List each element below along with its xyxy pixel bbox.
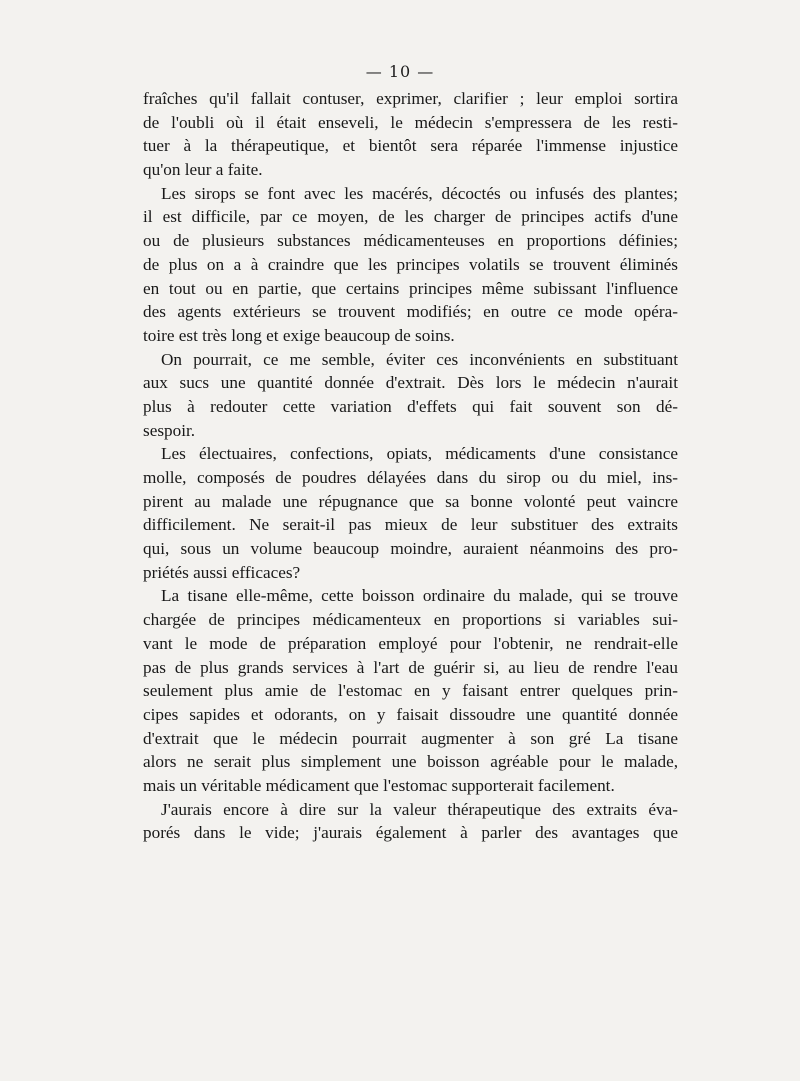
text-line: pas de plus grands services à l'art de guérir si, au lieu de rendre l'eau [143,657,678,677]
text-line: ou de plusieurs substances médicamenteuses en proportions définies; [143,231,678,251]
text-line: difficilement. Ne serait-il pas mieux de leur substituer des extraits [143,515,678,535]
text-line: porés dans le vide; j'aurais également à parler des avantages que [143,823,678,843]
text-line: J'aurais encore à dire sur la valeur thérapeutique des extraits éva- [161,799,678,819]
text-line: La tisane elle-même, cette boisson ordinaire du malade, qui se trouve [161,586,678,606]
text-line: Les électuaires, confections, opiats, médicaments d'une consistance [161,444,678,464]
text-line: il est difficile, par ce moyen, de les charger de principes actifs d'une [143,207,678,227]
page-number: — 10 — [365,62,435,81]
text-line: de l'oubli où il était enseveli, le médecin s'empressera de les resti- [143,112,678,132]
text-line: On pourrait, ce me semble, éviter ces inconvénients en substituant [161,349,678,369]
text-line: de plus on a à craindre que les principes volatils se trouvent éliminés [143,254,678,274]
text-line: Les sirops se font avec les macérés, décoctés ou infusés des plantes; [161,183,678,203]
text-line: cipes sapides et odorants, on y faisait dissoudre une quantité donnée [143,704,678,724]
text-line: d'extrait que le médecin pourrait augmenter à son gré La tisane [143,728,678,748]
text-line: priétés aussi efficaces? [143,562,301,582]
text-line: chargée de principes médicamenteux en proportions si variables sui- [143,610,678,630]
body-text [143,87,678,845]
text-line: molle, composés de poudres délayées dans du sirop ou du miel, ins- [143,468,678,487]
text-line: plus à redouter cette variation d'effets qui fait souvent son dé- [143,396,678,416]
text-line: seulement plus amie de l'estomac en y faisant entrer quelques prin- [143,681,678,701]
text-line: en tout ou en partie, que certains principes même subissant l'influence [143,278,678,298]
text-line: alors ne serait plus simplement une boisson agréable pour le malade, [143,752,678,772]
text-line: vant le mode de préparation employé pour l'obtenir, ne rendrait-elle [143,633,678,653]
text-line: mais un véritable médicament que l'estomac supporterait facilement. [143,775,615,795]
text-line: sespoir. [143,420,196,440]
text-line: qu'on leur a faite. [143,160,263,180]
text-line: aux sucs une quantité donnée d'extrait. Dès lors le médecin n'aurait [143,373,678,393]
text-line: qui, sous un volume beaucoup moindre, auraient néanmoins des pro- [143,539,678,559]
text-line: des agents extérieurs se trouvent modifiés; en outre ce mode opéra- [143,302,678,322]
text-line: tuer à la thérapeutique, et bientôt sera réparée l'immense injustice [143,136,678,156]
text-line: fraîches qu'il fallait contuser, exprimer, clarifier ; leur emploi sortira [143,89,678,108]
text-line: pirent au malade une répugnance que sa bonne volonté peut vaincre [143,491,678,511]
text-line: toire est très long et exige beaucoup de soins. [143,325,455,345]
